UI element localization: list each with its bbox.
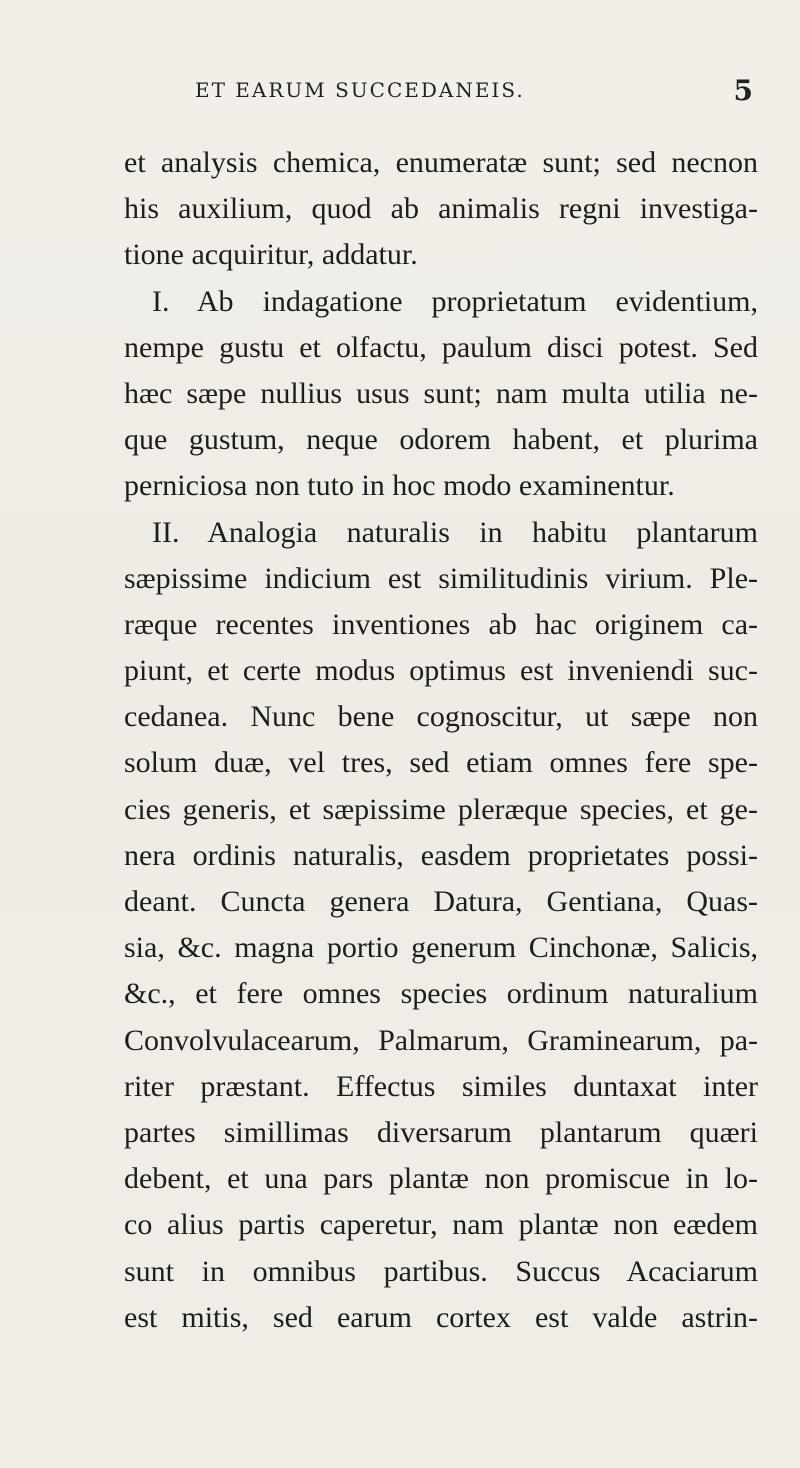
- running-title: ET EARUM SUCCEDANEIS.: [195, 78, 525, 102]
- text-line: hæc sæpe nullius usus sunt; nam multa utilia ne-: [124, 376, 758, 410]
- text-line: nempe gustu et olfactu, paulum disci potest. Sed: [124, 330, 758, 364]
- text-line: sia, &c. magna portio generum Cinchonæ, Salicis,: [124, 931, 758, 965]
- text-line: Convolvulacearum, Palmarum, Graminearum, pa-: [124, 1023, 758, 1057]
- text-line: partes simillimas diversarum plantarum quæri: [124, 1115, 758, 1149]
- text-line: II. Analogia naturalis in habitu plantarum: [152, 515, 758, 549]
- text-line: his auxilium, quod ab animalis regni investiga-: [124, 192, 758, 226]
- text-line: co alius partis caperetur, nam plantæ non eædem: [124, 1208, 758, 1242]
- text-line: sunt in omnibus partibus. Succus Acaciarum: [124, 1254, 758, 1288]
- text-line: sæpissime indicium est similitudinis virium. Ple-: [124, 561, 758, 595]
- text-line: piunt, et certe modus optimus est inveniendi suc-: [124, 654, 758, 688]
- text-line: est mitis, sed earum cortex est valde astrin-: [124, 1300, 758, 1334]
- text-line: ræque recentes inventiones ab hac originem ca-: [124, 607, 758, 641]
- text-line: riter præstant. Effectus similes duntaxat inter: [124, 1069, 758, 1103]
- text-line: deant. Cuncta genera Datura, Gentiana, Quas-: [124, 885, 758, 918]
- text-line: que gustum, neque odorem habent, et plurima: [124, 423, 758, 457]
- text-line: I. Ab indagatione proprietatum evidentium,: [152, 284, 758, 318]
- text-line: perniciosa non tuto in hoc modo examinentur.: [124, 469, 675, 503]
- text-line: debent, et una pars plantæ non promiscue in lo-: [124, 1162, 758, 1196]
- text-line: cies generis, et sæpissime pleræque species, et ge-: [124, 792, 758, 826]
- text-line: nera ordinis naturalis, easdem proprietates possi-: [124, 838, 758, 872]
- text-line: tione acquiritur, addatur.: [124, 238, 418, 272]
- page-number: 5: [733, 74, 755, 107]
- text-line: solum duæ, vel tres, sed etiam omnes fere spe-: [124, 746, 758, 780]
- text-line: cedanea. Nunc bene cognoscitur, ut sæpe non: [124, 700, 758, 734]
- text-line: &c., et fere omnes species ordinum naturalium: [124, 977, 758, 1011]
- running-header: [195, 74, 755, 114]
- text-line: et analysis chemica, enumeratæ sunt; sed necnon: [124, 146, 758, 179]
- body-text: [124, 140, 758, 1341]
